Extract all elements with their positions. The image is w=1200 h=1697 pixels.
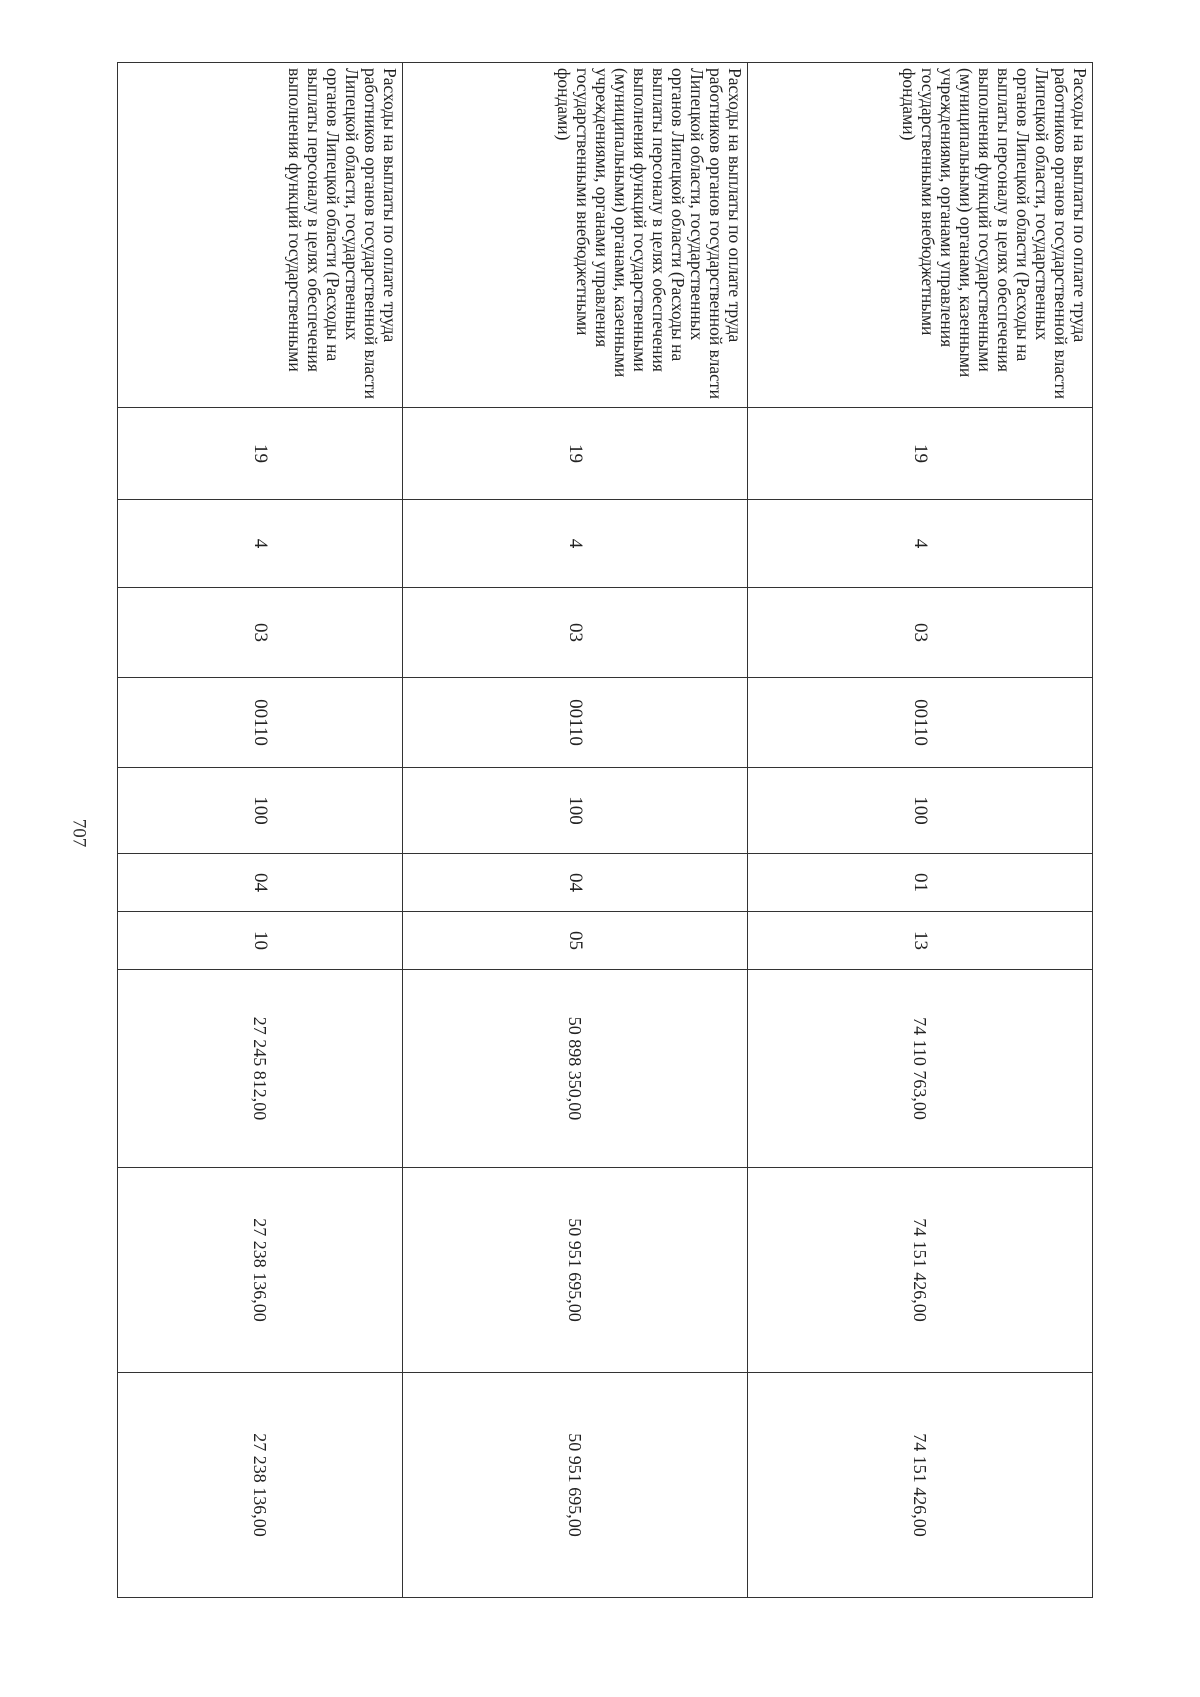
code-cell-3: 03 (748, 588, 1093, 678)
code-cell-5: 100 (118, 768, 403, 854)
code-cell-6: 01 (748, 854, 1093, 912)
row-description: Расходы на выплаты по оплате труда работников органов государственной власти Липецкой области, государственных органов Липецкой области (Расходы на выплаты персоналу в целях обеспечения выполнения функций государственными (муниципальными) органами, казенными учреждениями, органами управления государственными внебюджетными фондами) (403, 63, 748, 408)
code-cell-3: 03 (118, 588, 403, 678)
row-description: Расходы на выплаты по оплате труда работников органов государственной власти Липецкой области, государственных органов Липецкой области (Расходы на выплаты персоналу в целях обеспечения выполнения функций государственными (118, 63, 403, 408)
amount-cell-3: 74 151 426,00 (748, 1373, 1093, 1598)
amount-cell-3: 27 238 136,00 (118, 1373, 403, 1598)
code-cell-6: 04 (403, 854, 748, 912)
table-row (748, 63, 1093, 1598)
amount-cell-3: 50 951 695,00 (403, 1373, 748, 1598)
code-cell-7: 13 (748, 912, 1093, 970)
code-cell-5: 100 (403, 768, 748, 854)
table-row (403, 63, 748, 1598)
budget-table (117, 62, 1093, 1598)
code-cell-2: 4 (748, 500, 1093, 588)
code-cell-4: 00110 (403, 678, 748, 768)
amount-cell-1: 27 245 812,00 (118, 970, 403, 1168)
amount-cell-2: 74 151 426,00 (748, 1168, 1093, 1373)
code-cell-7: 10 (118, 912, 403, 970)
code-cell-7: 05 (403, 912, 748, 970)
amount-cell-1: 50 898 350,00 (403, 970, 748, 1168)
code-cell-5: 100 (748, 768, 1093, 854)
code-cell-4: 00110 (748, 678, 1093, 768)
code-cell-1: 19 (118, 408, 403, 500)
code-cell-1: 19 (403, 408, 748, 500)
page-number: 707 (68, 818, 90, 848)
budget-table-container (118, 62, 1093, 1597)
code-cell-2: 4 (118, 500, 403, 588)
amount-cell-2: 50 951 695,00 (403, 1168, 748, 1373)
row-description: Расходы на выплаты по оплате труда работников органов государственной власти Липецкой области, государственных органов Липецкой области (Расходы на выплаты персоналу в целях обеспечения выполнения функций государственными (муниципальными) органами, казенными учреждениями, органами управления государственными внебюджетными фондами) (748, 63, 1093, 408)
amount-cell-2: 27 238 136,00 (118, 1168, 403, 1373)
code-cell-6: 04 (118, 854, 403, 912)
table-row (118, 63, 403, 1598)
code-cell-2: 4 (403, 500, 748, 588)
code-cell-3: 03 (403, 588, 748, 678)
amount-cell-1: 74 110 763,00 (748, 970, 1093, 1168)
code-cell-4: 00110 (118, 678, 403, 768)
code-cell-1: 19 (748, 408, 1093, 500)
